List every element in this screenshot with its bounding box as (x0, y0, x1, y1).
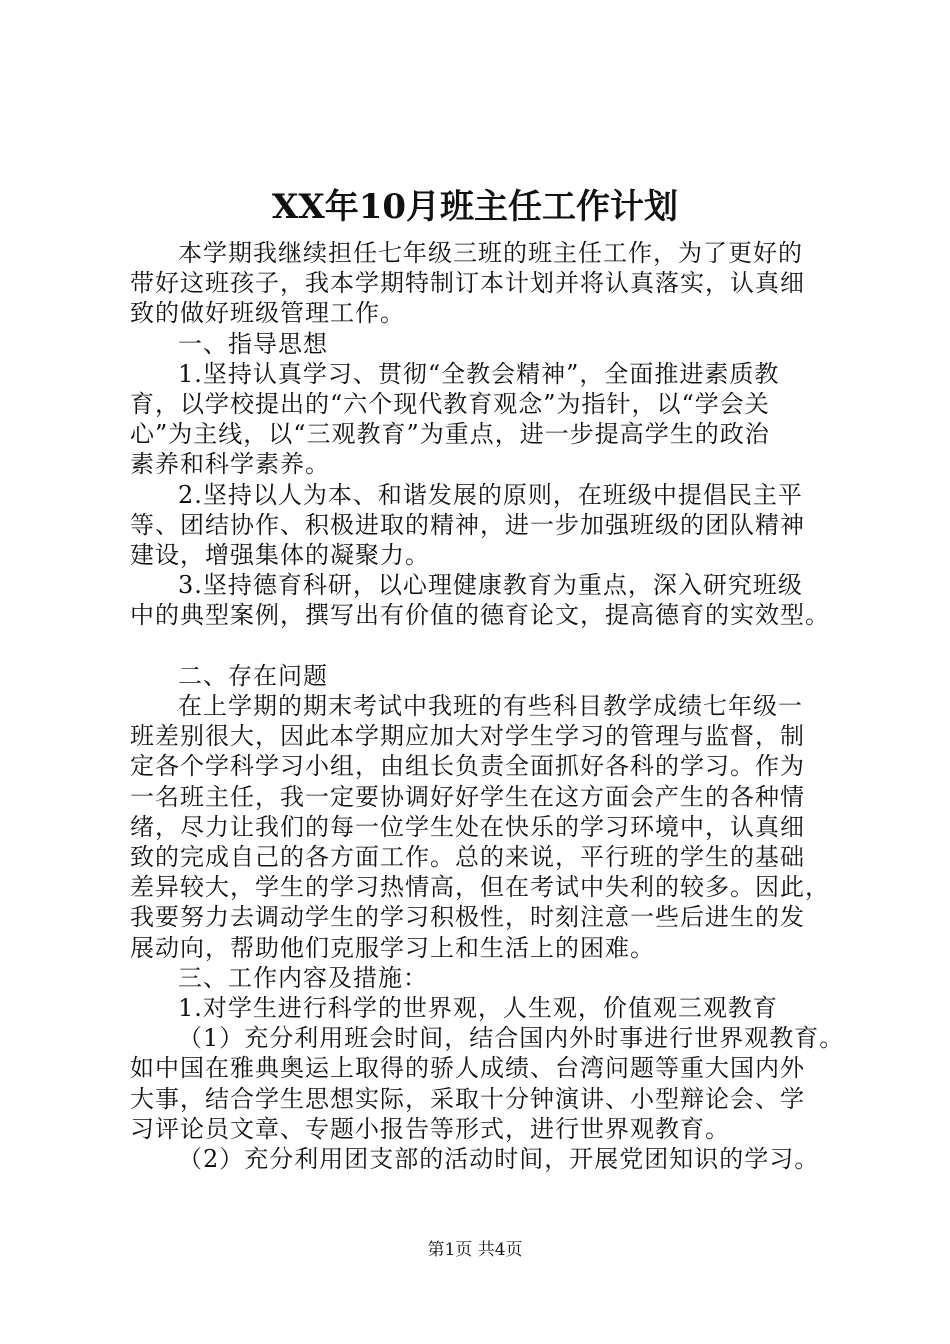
section-heading-work-content: 三、工作内容及措施： (178, 963, 428, 992)
section-heading-guiding-ideology: 一、指导思想 (178, 329, 328, 358)
guiding-point-3: 3.坚持德育科研，以心理健康教育为重点，深入研究班级 中的典型案例，撰写出有价值的德育论文，提高德育的实效型。 (130, 571, 830, 630)
work-subitem-1: （1）充分利用班会时间，结合国内外时事进行世界观教育。 如中国在雅典奥运上取得的骄人成绩、台湾问题等重大国内外 大事，结合学生思想实际，采取十分钟演讲、小型辩论会、学 习评论员文章、专题小报告等形式，进行世界观教育。 (130, 1024, 845, 1143)
problems-paragraph: 在上学期的期末考试中我班的有些科目教学成绩七年级一 班差别很大，因此本学期应加大对学生学习的管理与监督，制 定各个学科学习小组，由组长负责全面抓好各科的学习。作为 一名班主任，我一定要协调好好学生在这方面会产生的各种情 绪，尽力让我们的每一位学生处在快乐的学习环境中，认真细 致的完成自己的各方面工作。总的来说，平行班的学生的基础 差异较大，学生的学习热情高，但在考试中失利的较多。因此， 我要努力去调动学生的学习积极性，时刻注意一些后进生的发 展动向，帮助他们克服学习上和生活上的困难。 (130, 692, 830, 962)
work-item-1: 1.对学生进行科学的世界观，人生观，价值观三观教育 (178, 994, 778, 1023)
guiding-point-2: 2.坚持以人为本、和谐发展的原则，在班级中提倡民主平 等、团结协作、积极进取的精神，进一步加强班级的团队精神 建设，增强集体的凝聚力。 (130, 480, 805, 570)
guiding-point-1: 1.坚持认真学习、贯彻“全教会精神”，全面推进素质教 育，以学校提出的“六个现代教育观念”为指针，以“学会关 心”为主线，以“三观教育”为重点，进一步提高学生的政治 素养和科学素养。 (130, 359, 780, 479)
work-subitem-2: （2）充分利用团支部的活动时间，开展党团知识的学习。 (178, 1145, 820, 1174)
section-heading-existing-problems: 二、存在问题 (178, 661, 328, 690)
blank-line (130, 631, 845, 661)
page-footer: 第1页 共4页 (427, 1240, 523, 1260)
document-body (130, 238, 845, 1174)
intro-paragraph: 本学期我继续担任七年级三班的班主任工作，为了更好的 带好这班孩子，我本学期特制订本计划并将认真落实，认真细 致的做好班级管理工作。 (130, 239, 805, 328)
document-title: XX年10月班主任工作计划 (271, 187, 679, 227)
